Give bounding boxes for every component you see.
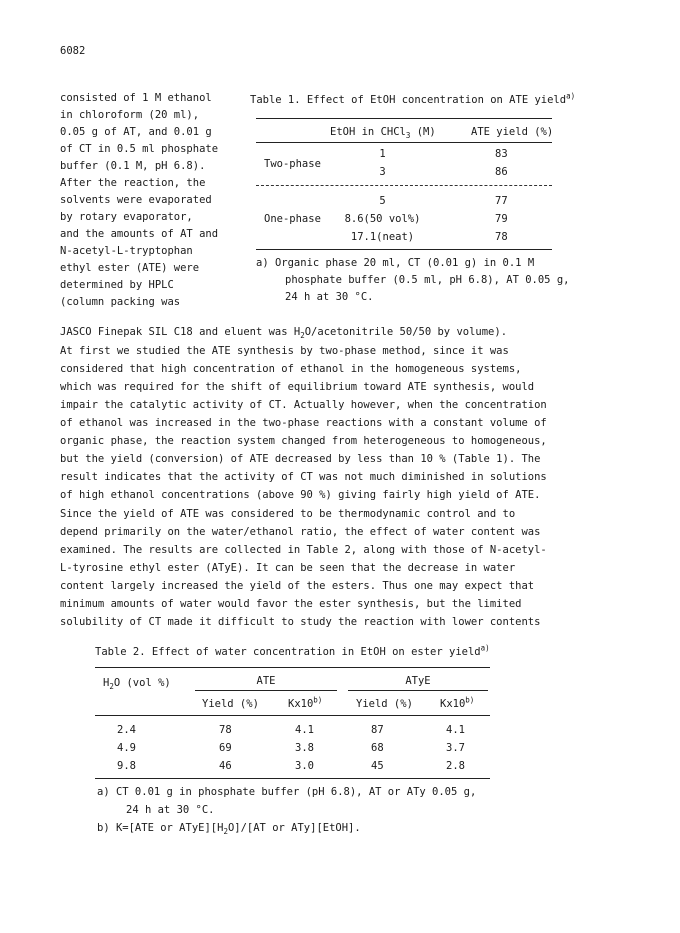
table-2-cell: 68 <box>371 742 384 754</box>
table-1-dashed-divider <box>256 185 552 186</box>
body-line: depend primarily on the water/ethanol ratio, the effect of water content was <box>60 526 541 538</box>
table-2-ate-header: ATE <box>256 675 276 687</box>
table-2-cell: 2.8 <box>446 760 465 772</box>
body-line: considered that high concentration of ethanol in the homogeneous systems, <box>60 363 522 375</box>
table-1-group-label: One-phase <box>264 213 321 225</box>
left-col-line: After the reaction, the <box>60 177 206 189</box>
table-1-cell: 79 <box>495 213 508 225</box>
body-line: impair the catalytic activity of CT. Actually however, when the concentration <box>60 399 547 411</box>
table-1-cell: 8.6(50 vol%) <box>344 213 421 225</box>
table-2-cell: 46 <box>219 760 232 772</box>
body-line: of ethanol was increased in the two-phase reactions with a constant volume of <box>60 417 547 429</box>
left-col-line: by rotary evaporator, <box>60 211 193 223</box>
table-2-cell: 3.0 <box>295 760 314 772</box>
table-2-ate-subrule <box>195 690 337 691</box>
table-1-cell: 78 <box>495 231 508 243</box>
left-col-line: in chloroform (20 ml), <box>60 109 200 121</box>
body-line: organic phase, the reaction system changed from heterogeneous to homogeneous, <box>60 435 547 447</box>
table-1-cell: 17.1(neat) <box>350 231 415 243</box>
table-2-cell: 9.8 <box>117 760 136 772</box>
table-2-cell: 78 <box>219 724 232 736</box>
table-1-cell: 5 <box>379 195 386 207</box>
table-2-yield-header: Yield (%) <box>356 698 413 710</box>
table-1-group-label: Two-phase <box>264 158 321 170</box>
table-1-col1-header: EtOH in CHCl$_3$ (M) <box>330 126 436 141</box>
table-2-cell: 4.1 <box>446 724 465 736</box>
table-2-yield-header: Yield (%) <box>202 698 259 710</box>
table-2-header-rule <box>95 715 490 716</box>
table-2-footnote: b) K=[ATE or $ATyE][H_2O]/[AT$ or ATy][EtOH]. <box>97 822 361 837</box>
table-1-cell: 3 <box>379 166 386 178</box>
table-1-top-rule <box>256 118 552 119</box>
table-2-cell: 3.7 <box>446 742 465 754</box>
table-2-cell: 4.1 <box>295 724 314 736</box>
table-2-k-header: Kx10$^{b)}$ <box>440 695 475 710</box>
table-2-atye-header: ATyE <box>405 675 431 687</box>
table-2-cell: 3.8 <box>295 742 314 754</box>
left-col-line: ethyl ester (ATE) were <box>60 262 200 274</box>
body-line: solubility of CT made it difficult to study the reaction with lower contents <box>60 616 541 628</box>
table-2-cell: 45 <box>371 760 384 772</box>
table-2-cell: 2.4 <box>117 724 136 736</box>
table-1-col2-header: ATE yield (%) <box>471 126 554 138</box>
left-col-line: determined by HPLC <box>60 279 174 291</box>
table-1-footnote: a) Organic phase 20 ml, CT (0.01 g) in 0.1 M <box>256 257 535 269</box>
table-2-bottom-rule <box>95 778 490 779</box>
table-1-cell: 83 <box>495 148 508 160</box>
table-1-caption: Table 1. Effect of EtOH concentration on ATE yield$^{a)}$ <box>250 91 576 106</box>
left-col-line: solvents were evaporated <box>60 194 212 206</box>
body-line: content largely increased the yield of the esters. Thus one may expect that <box>60 580 535 592</box>
left-col-line: (column packing was <box>60 296 181 308</box>
left-col-line: N-acetyl-L-tryptophan <box>60 245 193 257</box>
left-col-line: and the amounts of AT and <box>60 228 219 240</box>
body-line: which was required for the shift of equilibrium toward ATE synthesis, would <box>60 381 535 393</box>
table-2-h2o-header: $H_2O$ (vol %) <box>103 677 171 692</box>
table-2-footnote: 24 h at 30 °C. <box>126 804 215 816</box>
table-2-footnote: a) CT 0.01 g in phosphate buffer (pH 6.8), AT or ATy 0.05 g, <box>97 786 477 798</box>
page-number: 6082 <box>60 45 86 57</box>
table-1-footnote: 24 h at 30 °C. <box>285 291 374 303</box>
body-line: of high ethanol concentrations (above 90 %) giving fairly high yield of ATE. <box>60 489 541 501</box>
table-1-header-rule <box>256 142 552 143</box>
body-line: examined. The results are collected in Table 2, along with those of N-acetyl- <box>60 544 547 556</box>
table-2-caption: Table 2. Effect of water concentration in EtOH on ester yield$^{a)}$ <box>95 643 490 658</box>
left-col-line: consisted of 1 M ethanol <box>60 92 212 104</box>
table-2-k-header: Kx10$^{b)}$ <box>288 695 323 710</box>
table-2-top-rule <box>95 667 490 668</box>
left-col-line: buffer (0.1 M, pH 6.8). <box>60 160 206 172</box>
left-col-line: of CT in 0.5 ml phosphate <box>60 143 219 155</box>
body-line: but the yield (conversion) of ATE decreased by less than 10 % (Table 1). The <box>60 453 541 465</box>
body-line: Since the yield of ATE was considered to be thermodynamic control and to <box>60 508 516 520</box>
table-1-footnote: phosphate buffer (0.5 ml, pH 6.8), AT 0.05 g, <box>285 274 570 286</box>
table-1-cell: 86 <box>495 166 508 178</box>
body-line: JASCO Finepak SIL C18 and eluent was $H_2O$/acetonitrile 50/50 by volume). <box>60 326 508 341</box>
table-2-atye-subrule <box>348 690 488 691</box>
body-line: At first we studied the ATE synthesis by two-phase method, since it was <box>60 345 509 357</box>
table-1-cell: 77 <box>495 195 508 207</box>
table-2-cell: 4.9 <box>117 742 136 754</box>
table-2-cell: 69 <box>219 742 232 754</box>
body-line: result indicates that the activity of CT was not much diminished in solutions <box>60 471 547 483</box>
body-line: minimum amounts of water would favor the ester synthesis, but the limited <box>60 598 522 610</box>
table-2-cell: 87 <box>371 724 384 736</box>
table-1-bottom-rule <box>256 249 552 250</box>
body-line: L-tyrosine ethyl ester (ATyE). It can be seen that the decrease in water <box>60 562 516 574</box>
table-1-cell: 1 <box>379 148 386 160</box>
left-col-line: 0.05 g of AT, and 0.01 g <box>60 126 212 138</box>
